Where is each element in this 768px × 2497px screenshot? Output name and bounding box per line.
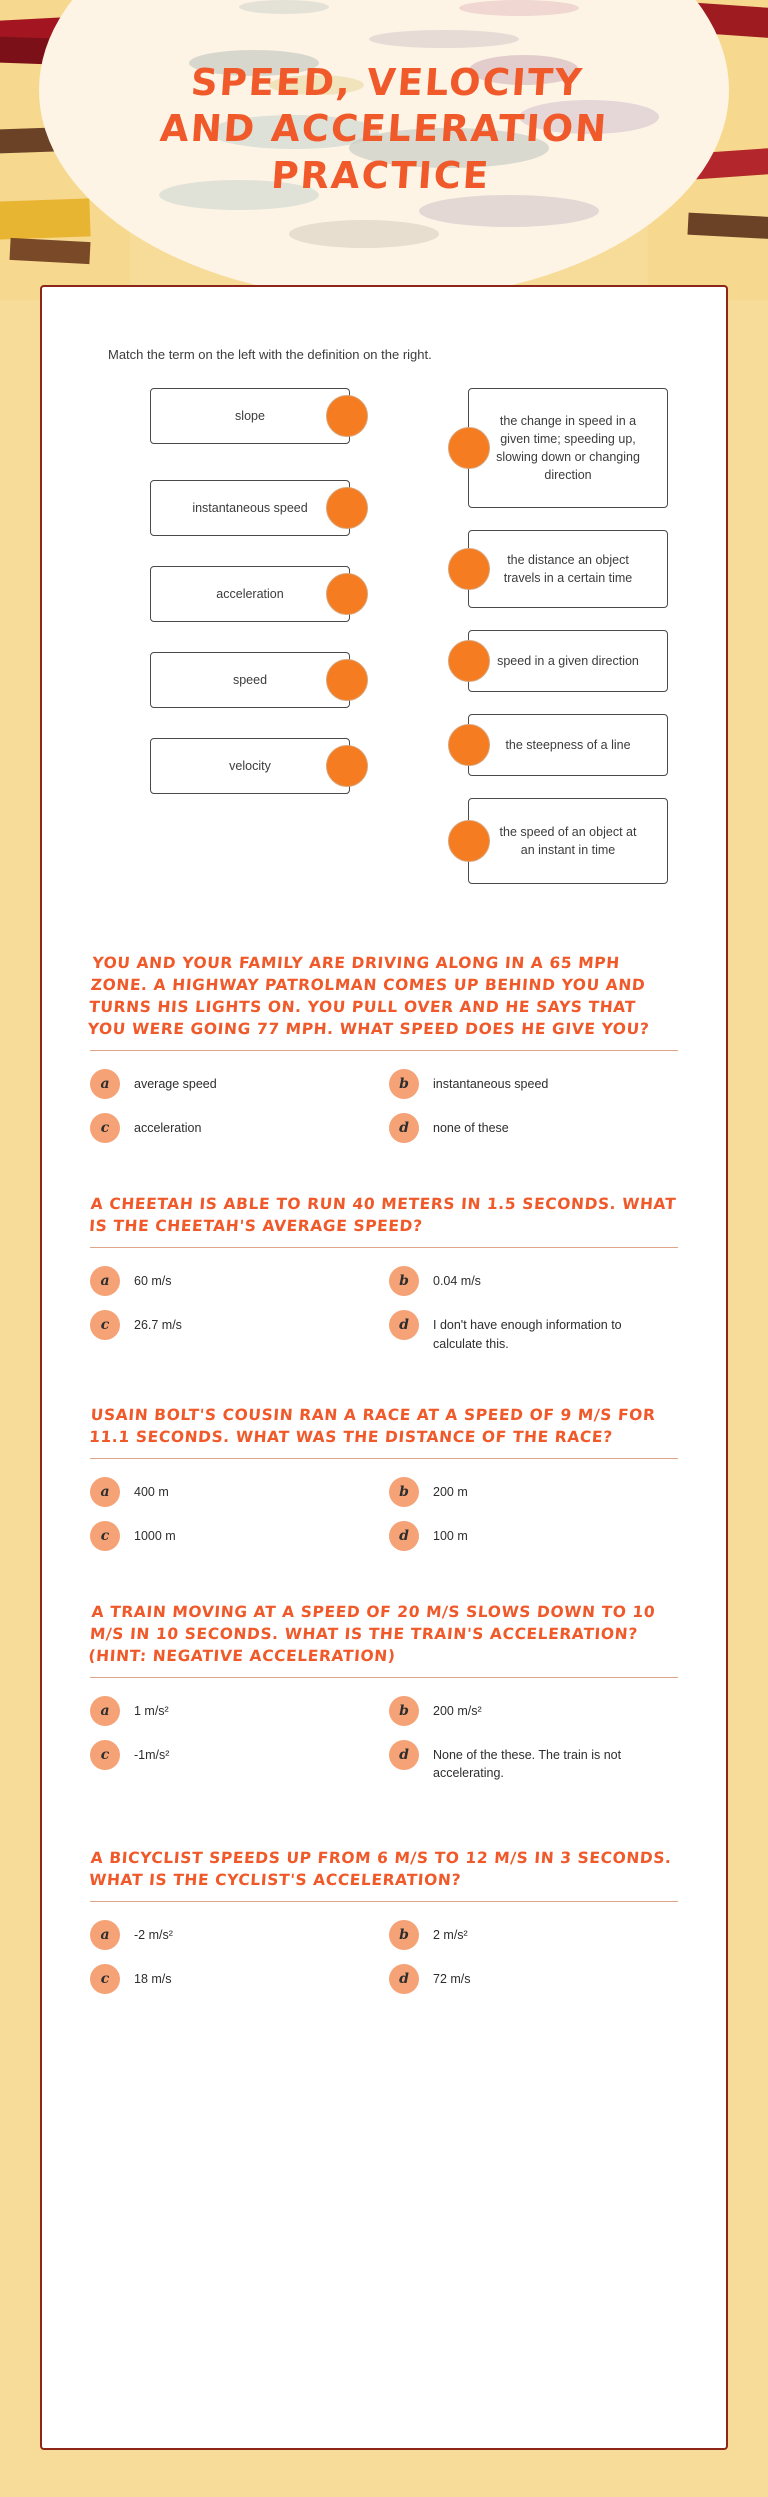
option-c[interactable] <box>90 1310 379 1354</box>
match-term-item[interactable] <box>150 738 350 794</box>
question-divider <box>90 1050 678 1051</box>
page-title-line-1: SPEED, VELOCITY <box>189 61 586 104</box>
option-label: 2 m/s² <box>433 1928 468 1942</box>
option-letter-bubble[interactable]: d <box>389 1310 419 1340</box>
match-term-label: velocity <box>229 758 271 773</box>
option-letter-bubble[interactable]: d <box>389 1113 419 1143</box>
option-letter-bubble[interactable]: c <box>90 1113 120 1143</box>
matching-instruction: Match the term on the left with the definition on the right. <box>108 347 432 362</box>
matching-definitions-column <box>468 388 668 902</box>
match-connector-dot[interactable] <box>448 724 490 766</box>
match-term-item[interactable] <box>150 480 350 536</box>
option-label: instantaneous speed <box>433 1077 549 1091</box>
match-connector-dot[interactable] <box>326 487 368 529</box>
deco-brush-yellow-left <box>0 198 91 239</box>
option-label: 400 m <box>134 1484 169 1499</box>
match-definition-box[interactable] <box>468 630 668 692</box>
option-d[interactable] <box>389 1964 678 1994</box>
option-label: 200 m <box>433 1484 468 1499</box>
option-label: -2 m/s² <box>134 1928 173 1942</box>
option-label: average speed <box>134 1077 217 1091</box>
match-definition-box[interactable] <box>468 714 668 776</box>
page-title <box>0 60 768 199</box>
option-label: I don't have enough information to calculate this. <box>433 1318 622 1351</box>
match-connector-dot[interactable] <box>326 395 368 437</box>
question-block-3 <box>90 1404 678 1551</box>
match-term-box[interactable] <box>150 480 350 536</box>
match-term-item[interactable] <box>150 652 350 708</box>
question-options <box>90 1920 678 1994</box>
match-term-item[interactable] <box>150 566 350 622</box>
match-term-label: instantaneous speed <box>192 500 308 515</box>
option-letter-bubble[interactable]: b <box>389 1069 419 1099</box>
option-a[interactable] <box>90 1266 379 1296</box>
question-options <box>90 1266 678 1354</box>
option-b[interactable] <box>389 1477 678 1507</box>
option-label: None of the these. The train is not accelerating. <box>433 1747 622 1781</box>
match-connector-dot[interactable] <box>326 659 368 701</box>
option-letter-bubble[interactable]: a <box>90 1696 120 1726</box>
option-a[interactable] <box>90 1477 379 1507</box>
question-text: USAIN BOLT'S COUSIN RAN A RACE AT A SPEED OF 9 M/S FOR 11.1 SECONDS. WHAT WAS THE DISTANCE OF THE RACE? <box>88 1405 657 1446</box>
question-options <box>90 1069 678 1143</box>
match-definition-label: the speed of an object at an instant in time <box>499 824 637 857</box>
match-connector-dot[interactable] <box>448 640 490 682</box>
option-letter-bubble[interactable]: a <box>90 1920 120 1950</box>
option-c[interactable] <box>90 1113 379 1143</box>
deco-cloud <box>289 220 439 248</box>
match-connector-dot[interactable] <box>326 745 368 787</box>
match-definition-label: the steepness of a line <box>505 737 631 752</box>
match-definition-item[interactable] <box>468 388 668 508</box>
option-letter-bubble[interactable]: c <box>90 1521 120 1551</box>
question-options <box>90 1696 678 1784</box>
deco-cloud <box>459 0 579 16</box>
option-c[interactable] <box>90 1521 379 1551</box>
option-letter-bubble[interactable]: b <box>389 1696 419 1726</box>
option-label: 100 m <box>433 1528 468 1543</box>
option-letter-bubble[interactable]: c <box>90 1740 120 1770</box>
option-d[interactable] <box>389 1740 678 1784</box>
deco-cloud <box>419 195 599 227</box>
option-letter-bubble[interactable]: d <box>389 1964 419 1994</box>
option-letter-bubble[interactable]: b <box>389 1920 419 1950</box>
option-letter-bubble[interactable]: c <box>90 1964 120 1994</box>
question-text: A TRAIN MOVING AT A SPEED OF 20 M/S SLOWS DOWN TO 10 M/S IN 10 SECONDS. WHAT IS THE TRAIN'S ACCELERATION? (HINT: NEGATIVE ACCELERATION) <box>87 1602 656 1665</box>
question-text: A BICYCLIST SPEEDS UP FROM 6 M/S TO 12 M/S IN 3 SECONDS. WHAT IS THE CYCLIST'S ACCELERATION? <box>88 1849 673 1889</box>
option-letter-bubble[interactable]: a <box>90 1266 120 1296</box>
deco-cloud <box>369 30 519 48</box>
question-divider <box>90 1901 678 1902</box>
match-connector-dot[interactable] <box>448 820 490 862</box>
option-label: -1m/s² <box>134 1747 170 1762</box>
option-c[interactable] <box>90 1740 379 1784</box>
match-definition-box[interactable] <box>468 388 668 508</box>
match-term-box[interactable] <box>150 566 350 622</box>
option-label: 26.7 m/s <box>134 1318 182 1332</box>
option-label: acceleration <box>134 1121 202 1135</box>
option-d[interactable] <box>389 1113 678 1143</box>
question-block-1 <box>87 952 678 1143</box>
match-term-label: acceleration <box>216 586 284 601</box>
option-b[interactable] <box>389 1266 678 1296</box>
option-b[interactable] <box>389 1069 678 1099</box>
option-letter-bubble[interactable]: a <box>90 1477 120 1507</box>
option-letter-bubble[interactable]: d <box>389 1521 419 1551</box>
match-term-label: slope <box>235 408 265 423</box>
match-definition-label: the change in speed in a given time; speeding up, slowing down or changing direction <box>496 413 640 483</box>
match-definition-box[interactable] <box>468 530 668 608</box>
option-label: 0.04 m/s <box>433 1274 481 1288</box>
match-term-box[interactable] <box>150 388 350 444</box>
option-b[interactable] <box>389 1920 678 1950</box>
match-definition-item[interactable] <box>468 530 668 608</box>
match-term-label: speed <box>232 672 268 687</box>
match-term-box[interactable] <box>150 738 350 794</box>
matching-exercise <box>90 388 678 902</box>
option-d[interactable] <box>389 1521 678 1551</box>
match-term-box[interactable] <box>150 652 350 708</box>
header-decoration-band <box>0 0 768 300</box>
option-c[interactable] <box>90 1964 379 1994</box>
worksheet-sheet <box>40 285 728 2450</box>
option-b[interactable] <box>389 1696 678 1726</box>
option-label: 200 m/s² <box>433 1703 482 1718</box>
option-a[interactable] <box>90 1069 379 1099</box>
match-connector-dot[interactable] <box>448 548 490 590</box>
question-options <box>90 1477 678 1551</box>
match-definition-label: the distance an object travels in a certain time <box>503 552 633 585</box>
question-text: A CHEETAH IS ABLE TO RUN 40 METERS IN 1.5 SECONDS. WHAT IS THE CHEETAH'S AVERAGE SPEED? <box>88 1195 677 1235</box>
question-block-5 <box>90 1847 678 1994</box>
option-label: 72 m/s <box>433 1972 471 1986</box>
question-divider <box>90 1677 678 1678</box>
question-block-4 <box>87 1601 678 1784</box>
match-definition-item[interactable] <box>468 714 668 776</box>
match-definition-item[interactable] <box>468 798 668 884</box>
option-letter-bubble[interactable]: a <box>90 1069 120 1099</box>
option-label: 1000 m <box>134 1528 176 1543</box>
option-label: 1 m/s² <box>134 1703 169 1718</box>
match-connector-dot[interactable] <box>448 427 490 469</box>
option-label: 18 m/s <box>134 1972 172 1986</box>
question-block-2 <box>90 1193 678 1354</box>
deco-cloud <box>239 0 329 14</box>
question-divider <box>90 1458 678 1459</box>
option-a[interactable] <box>90 1920 379 1950</box>
option-d[interactable] <box>389 1310 678 1354</box>
match-connector-dot[interactable] <box>326 573 368 615</box>
option-letter-bubble[interactable]: b <box>389 1477 419 1507</box>
option-letter-bubble[interactable]: d <box>389 1740 419 1770</box>
page-title-line-3: PRACTICE <box>269 153 492 197</box>
deco-brush-brown-left-2 <box>9 238 90 264</box>
option-label: 60 m/s <box>134 1274 172 1288</box>
match-definition-item[interactable] <box>468 630 668 692</box>
matching-terms-column <box>150 388 350 902</box>
option-letter-bubble[interactable]: c <box>90 1310 120 1340</box>
option-a[interactable] <box>90 1696 379 1726</box>
option-letter-bubble[interactable]: b <box>389 1266 419 1296</box>
match-term-item[interactable] <box>150 388 350 444</box>
question-text: YOU AND YOUR FAMILY ARE DRIVING ALONG IN A 65 MPH ZONE. A HIGHWAY PATROLMAN COMES UP BEHIND YOU AND TURNS HIS LIGHTS ON. YOU PULL OVER AND HE SAYS THAT YOU WERE GOING 77 MPH. WHAT SPEED DOES HE GIVE YOU? <box>87 954 650 1038</box>
option-label: none of these <box>433 1121 509 1135</box>
question-divider <box>90 1247 678 1248</box>
match-definition-label: speed in a given direction <box>497 653 639 668</box>
match-definition-box[interactable] <box>468 798 668 884</box>
page-title-line-2: AND ACCELERATION <box>158 107 610 151</box>
